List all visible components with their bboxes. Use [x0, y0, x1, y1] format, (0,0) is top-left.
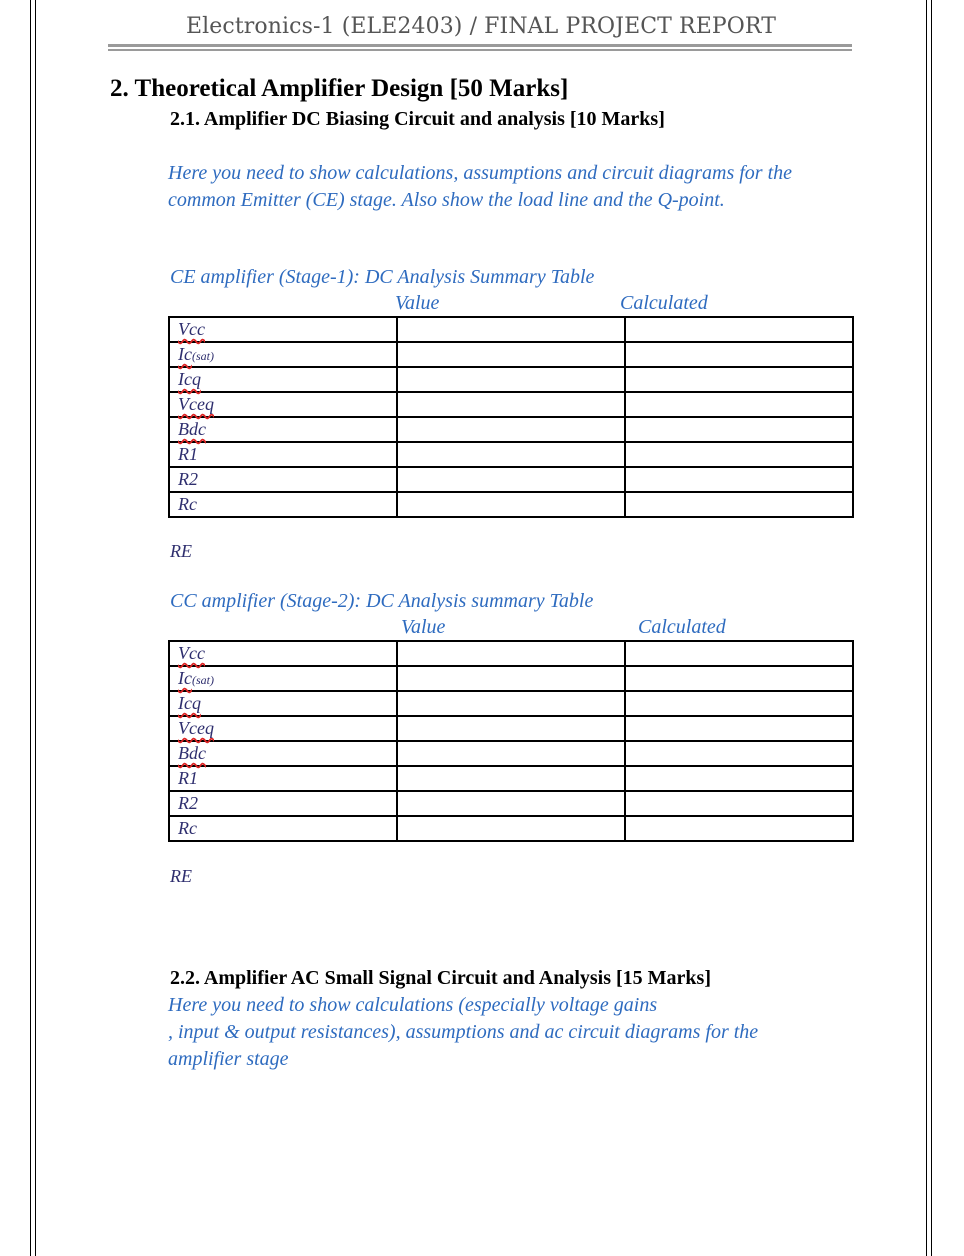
table-row: [169, 417, 853, 442]
section-title: 2. Theoretical Amplifier Design [50 Marks]: [110, 75, 569, 102]
table-row: [169, 791, 853, 816]
row-label-cell: [169, 666, 397, 691]
row-label-cell: [169, 816, 397, 841]
row-label-cell: [169, 716, 397, 741]
row-label-cell: [169, 442, 397, 467]
row-label-cell: [169, 367, 397, 392]
table2-caption: CC amplifier (Stage-2): DC Analysis summary Table: [170, 590, 594, 612]
value-cell[interactable]: [397, 791, 625, 816]
value-cell[interactable]: [397, 317, 625, 342]
value-cell[interactable]: [397, 716, 625, 741]
instruction-paragraph-2: [168, 992, 848, 1073]
table-row: [169, 816, 853, 841]
row-label: Bdc: [178, 419, 206, 439]
row-label: Vceq: [178, 394, 214, 414]
row-label: Icq: [178, 693, 201, 713]
row-label: Ic: [178, 344, 192, 364]
calculated-cell[interactable]: [625, 492, 853, 517]
value-cell[interactable]: [397, 666, 625, 691]
table2-col-calculated: Calculated: [638, 616, 726, 638]
calculated-cell[interactable]: [625, 741, 853, 766]
table-row: [169, 741, 853, 766]
row-label-cell: [169, 741, 397, 766]
calculated-cell[interactable]: [625, 716, 853, 741]
value-cell[interactable]: [397, 741, 625, 766]
header-rule: [108, 44, 852, 47]
value-cell[interactable]: [397, 467, 625, 492]
table-row: [169, 492, 853, 517]
para2-line-1: Here you need to show calculations (especially voltage gains: [168, 994, 658, 1016]
row-label-subscript: (sat): [191, 673, 214, 687]
ce-dc-summary-table: [168, 316, 854, 518]
value-cell[interactable]: [397, 417, 625, 442]
value-cell[interactable]: [397, 641, 625, 666]
row-label: R2: [178, 793, 198, 813]
table2-trailing-label: RE: [170, 866, 192, 886]
table-row: [169, 367, 853, 392]
table-row: [169, 716, 853, 741]
calculated-cell[interactable]: [625, 816, 853, 841]
calculated-cell[interactable]: [625, 467, 853, 492]
value-cell[interactable]: [397, 442, 625, 467]
row-label-cell: [169, 791, 397, 816]
calculated-cell[interactable]: [625, 342, 853, 367]
page-header: Electronics-1 (ELE2403) / FINAL PROJECT REPORT: [186, 14, 776, 39]
row-label-cell: [169, 641, 397, 666]
table-row: [169, 691, 853, 716]
table-row: [169, 666, 853, 691]
row-label-cell: [169, 342, 397, 367]
row-label-cell: [169, 317, 397, 342]
calculated-cell[interactable]: [625, 691, 853, 716]
calculated-cell[interactable]: [625, 417, 853, 442]
row-label: Rc: [178, 494, 197, 514]
value-cell[interactable]: [397, 691, 625, 716]
table-row: [169, 442, 853, 467]
row-label: R1: [178, 768, 198, 788]
para2-line-3: amplifier stage: [168, 1048, 289, 1070]
row-label-cell: [169, 766, 397, 791]
calculated-cell[interactable]: [625, 442, 853, 467]
page-border-left: [30, 0, 36, 1256]
table-row: [169, 342, 853, 367]
row-label: Vceq: [178, 718, 214, 738]
row-label-subscript: (sat): [191, 349, 214, 363]
table-row: [169, 766, 853, 791]
row-label: Rc: [178, 818, 197, 838]
para2-line-2: , input & output resistances), assumptions and ac circuit diagrams for the: [168, 1021, 759, 1043]
table1-caption: CE amplifier (Stage-1): DC Analysis Summary Table: [170, 266, 595, 288]
table-row: [169, 641, 853, 666]
calculated-cell[interactable]: [625, 392, 853, 417]
calculated-cell[interactable]: [625, 791, 853, 816]
calculated-cell[interactable]: [625, 766, 853, 791]
table2-col-value: Value: [401, 616, 446, 638]
instruction-paragraph-1: Here you need to show calculations, assumptions and circuit diagrams for the common Emitter (CE) stage. Also show the load line and the Q-point.: [168, 162, 793, 211]
subsection-title-2-1: 2.1. Amplifier DC Biasing Circuit and analysis [10 Marks]: [170, 108, 665, 130]
row-label: Ic: [178, 668, 192, 688]
row-label: Vcc: [178, 319, 205, 339]
value-cell[interactable]: [397, 367, 625, 392]
table1-col-value: Value: [395, 292, 440, 314]
row-label-cell: [169, 467, 397, 492]
row-label-cell: [169, 691, 397, 716]
value-cell[interactable]: [397, 342, 625, 367]
value-cell[interactable]: [397, 766, 625, 791]
value-cell[interactable]: [397, 816, 625, 841]
row-label: R2: [178, 469, 198, 489]
calculated-cell[interactable]: [625, 317, 853, 342]
subsection-title-2-2: 2.2. Amplifier AC Small Signal Circuit and Analysis [15 Marks]: [170, 967, 711, 989]
value-cell[interactable]: [397, 492, 625, 517]
table1-trailing-label: RE: [170, 541, 192, 561]
table-row: [169, 467, 853, 492]
row-label-cell: [169, 392, 397, 417]
row-label: R1: [178, 444, 198, 464]
calculated-cell[interactable]: [625, 666, 853, 691]
row-label-cell: [169, 417, 397, 442]
table1-col-calculated: Calculated: [620, 292, 708, 314]
page-border-right: [926, 0, 932, 1256]
row-label: Vcc: [178, 643, 205, 663]
header-rule-2: [108, 49, 852, 51]
row-label: Icq: [178, 369, 201, 389]
table-row: [169, 392, 853, 417]
calculated-cell[interactable]: [625, 367, 853, 392]
row-label: Bdc: [178, 743, 206, 763]
value-cell[interactable]: [397, 392, 625, 417]
row-label-cell: [169, 492, 397, 517]
calculated-cell[interactable]: [625, 641, 853, 666]
table-row: [169, 317, 853, 342]
cc-dc-summary-table: [168, 640, 854, 842]
